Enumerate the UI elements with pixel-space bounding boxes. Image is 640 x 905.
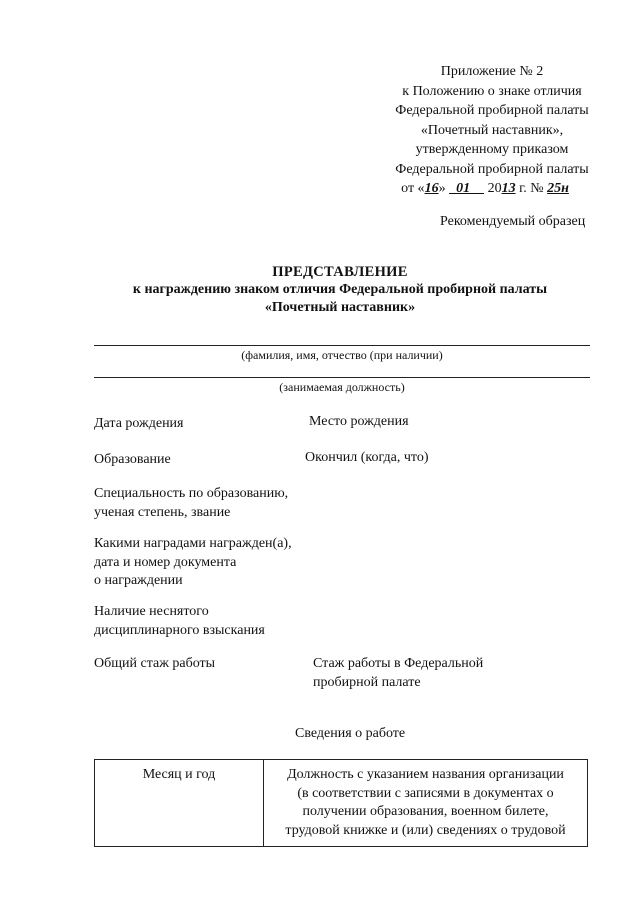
date-year-prefix: 20 [487, 181, 502, 196]
document-subtitle-line-1: к награждению знаком отличия Федеральной пробирной палаты [132, 282, 548, 297]
position-header-line-3: получении образования, военном билете, [302, 804, 549, 819]
recommended-sample-label: Рекомендуемый образец [440, 214, 586, 229]
work-info-heading: Сведения о работе [295, 726, 406, 741]
birth-date-label: Дата рождения [94, 416, 184, 431]
awards-line-3: о награждении [94, 573, 183, 588]
annex-line-6: Федеральной пробирной палаты [395, 161, 589, 177]
date-day-handwritten: 16 [424, 181, 439, 196]
annex-line-5: утвержденному приказом [415, 142, 569, 157]
annex-line-1: Приложение № 2 [440, 64, 544, 79]
specialty-line-1: Специальность по образованию, [94, 486, 289, 501]
position-fill-line [94, 377, 590, 378]
position-header-line-1: Должность с указанием названия организации [287, 767, 564, 782]
annex-order-date [358, 179, 612, 199]
annex-header [372, 62, 612, 199]
table-header-row [95, 760, 588, 847]
fed-experience-line-2: пробирной палате [313, 674, 421, 690]
month-year-header: Месяц и год [95, 760, 264, 847]
date-month-handwritten: 01 [456, 181, 471, 196]
document-subtitle-line-2: «Почетный наставник» [264, 300, 416, 315]
date-year-handwritten: 13 [501, 181, 516, 196]
name-fill-line [94, 345, 590, 346]
graduated-label: Окончил (когда, что) [305, 450, 429, 465]
fed-experience-label [313, 655, 483, 692]
order-number-label: г. № [519, 181, 544, 196]
total-experience-label: Общий стаж работы [94, 656, 216, 671]
annex-line-2: к Положению о знаке отличия [402, 83, 582, 99]
fed-experience-line-1: Стаж работы в Федеральной [313, 656, 484, 671]
penalty-line-1: Наличие неснятого [94, 604, 209, 619]
document-title: ПРЕДСТАВЛЕНИЕ [272, 264, 408, 280]
date-sep: » [438, 181, 446, 196]
specialty-line-2: ученая степень, звание [94, 504, 231, 520]
awards-label [94, 535, 292, 591]
specialty-label [94, 485, 288, 522]
awards-line-2: дата и номер документа [94, 554, 237, 570]
education-label: Образование [94, 452, 171, 467]
name-caption: (фамилия, имя, отчество (при наличии) [241, 348, 443, 362]
position-header-line-2: (в соответствии с записями в документах о [297, 785, 554, 801]
annex-line-3: Федеральной пробирной палаты [395, 103, 589, 118]
position-caption: (занимаемая должность) [279, 380, 405, 394]
penalty-line-2: дисциплинарного взыскания [94, 622, 265, 638]
position-header [264, 760, 588, 847]
awards-line-1: Какими наградами награжден(а), [94, 536, 292, 551]
date-prefix: от « [401, 181, 425, 196]
birth-place-label: Место рождения [309, 414, 409, 429]
order-number-handwritten: 25н [547, 181, 569, 196]
work-history-table [94, 759, 588, 847]
position-header-line-4: трудовой книжке и (или) сведениях о трудовой [285, 822, 566, 838]
penalty-label [94, 603, 265, 640]
annex-line-4: «Почетный наставник», [420, 122, 564, 138]
